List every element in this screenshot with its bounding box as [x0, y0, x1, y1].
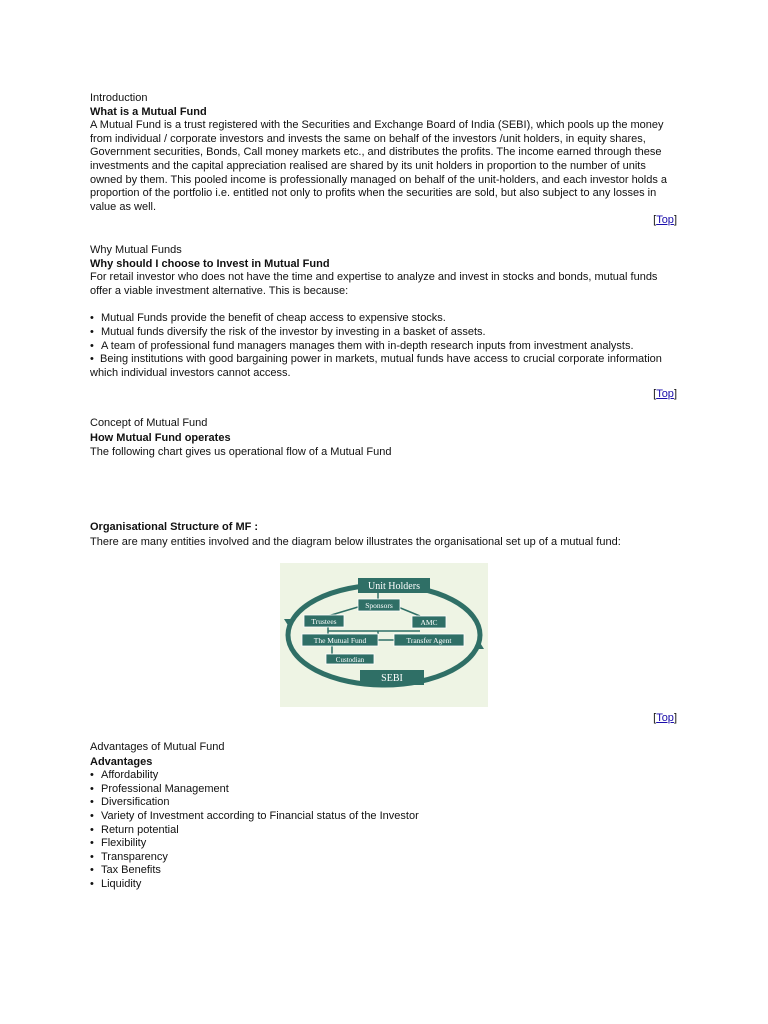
transfer-agent-box — [394, 634, 464, 646]
section-body: The following chart gives us operational flow of a Mutual Fund — [90, 446, 392, 459]
list-item-text: Diversification — [101, 796, 170, 809]
bracket: [ — [653, 712, 657, 724]
bullet-icon: • — [90, 769, 94, 782]
why-bullet-list — [90, 312, 678, 380]
top-link[interactable]: Top — [656, 214, 674, 226]
top-link-1 — [653, 214, 677, 228]
list-item — [90, 864, 678, 878]
list-item — [90, 353, 678, 380]
org-structure-svg — [280, 563, 488, 707]
advantages-bullet-list — [90, 769, 678, 891]
list-item-text: A team of professional fund managers manages them with in-depth research inputs from investment analysts. — [101, 339, 634, 352]
trustees-box — [304, 615, 344, 627]
list-item — [90, 312, 678, 326]
list-item — [90, 326, 678, 340]
section-category: Why Mutual Funds — [90, 244, 182, 256]
unit-holders-box — [358, 578, 430, 593]
list-item-text: Being institutions with good bargaining power in markets, mutual funds have access to crucial corporate information which individual investors cannot access. — [90, 353, 662, 379]
list-item-text: Transparency — [101, 850, 168, 863]
list-item — [90, 851, 678, 865]
svg-text:Trustees: Trustees — [311, 617, 337, 626]
section-body: There are many entities involved and the diagram below illustrates the organisational set up of a mutual fund: — [90, 535, 621, 548]
list-item-text: Mutual funds diversify the risk of the investor by investing in a basket of assets. — [101, 325, 486, 338]
section-heading: How Mutual Fund operates — [90, 431, 231, 444]
list-item — [90, 837, 678, 851]
list-item-text: Variety of Investment according to Financial status of the Investor — [101, 809, 419, 822]
section-category: Introduction — [90, 92, 148, 104]
list-item — [90, 769, 678, 783]
bullet-icon: • — [90, 353, 94, 366]
bullet-icon: • — [90, 837, 94, 850]
bullet-icon: • — [90, 339, 94, 352]
svg-text:Sponsors: Sponsors — [365, 601, 393, 610]
section-org-structure — [90, 521, 678, 549]
bracket: ] — [673, 214, 677, 226]
amc-box — [412, 616, 446, 628]
bracket: [ — [653, 388, 657, 400]
list-item-text: Flexibility — [101, 837, 147, 850]
section-category: Concept of Mutual Fund — [90, 417, 208, 429]
bracket: ] — [673, 388, 677, 400]
list-item-text: Professional Management — [101, 782, 229, 795]
bullet-icon: • — [90, 782, 94, 795]
svg-text:Custodian: Custodian — [335, 656, 365, 664]
mutual-fund-box — [302, 634, 378, 646]
bullet-icon: • — [90, 823, 94, 836]
top-link-2 — [653, 388, 677, 402]
list-item — [90, 824, 678, 838]
bullet-icon: • — [90, 864, 94, 877]
list-item-text: Tax Benefits — [101, 864, 161, 877]
list-item — [90, 796, 678, 810]
bracket: ] — [673, 712, 677, 724]
bullet-icon: • — [90, 796, 94, 809]
list-item — [90, 810, 678, 824]
section-body: A Mutual Fund is a trust registered with the Securities and Exchange Board of India (SEBI), which pools up the money from individual / corporate investors and invests the same on behalf of the investors /unit holders, in equity shares, Government securities, Bonds, Call money markets etc., and distributes the profits. The income earned through these investments and the capital appreciation realised are shared by its unit holders in proportion to the number of units owned by them. This pooled income is professionally managed on behalf of the unit-holders, and each investor holds a proportion of the portfolio i.e. entitled not only to profits when the securities are sold, but also subject to any losses in value as well. — [90, 119, 668, 213]
top-link[interactable]: Top — [656, 388, 674, 400]
sponsors-box — [358, 599, 400, 611]
section-heading: What is a Mutual Fund — [90, 105, 207, 118]
section-heading: Organisational Structure of MF : — [90, 521, 259, 533]
section-why — [90, 244, 678, 380]
list-item-text: Affordability — [101, 769, 159, 782]
section-category: Advantages of Mutual Fund — [90, 741, 225, 753]
section-introduction — [90, 92, 678, 214]
top-link[interactable]: Top — [656, 712, 674, 724]
section-heading: Advantages — [90, 755, 153, 768]
bullet-icon: • — [90, 850, 94, 863]
svg-text:Transfer Agent: Transfer Agent — [406, 636, 452, 645]
section-advantages — [90, 741, 678, 892]
list-item-text: Liquidity — [101, 877, 142, 890]
bullet-icon: • — [90, 809, 94, 822]
svg-text:Unit Holders: Unit Holders — [368, 581, 420, 592]
sebi-box — [360, 670, 424, 685]
section-body: For retail investor who does not have the time and expertise to analyze and invest in stocks and bonds, mutual funds offer a viable investment alternative. This is because: — [90, 271, 658, 297]
list-item — [90, 340, 678, 354]
svg-text:SEBI: SEBI — [381, 673, 403, 684]
list-item-text: Return potential — [101, 823, 179, 836]
list-item-text: Mutual Funds provide the benefit of cheap access to expensive stocks. — [101, 312, 446, 325]
bullet-icon: • — [90, 325, 94, 338]
custodian-box — [326, 654, 374, 664]
bullet-icon: • — [90, 877, 94, 890]
org-structure-diagram — [280, 563, 488, 707]
list-item — [90, 783, 678, 797]
section-heading: Why should I choose to Invest in Mutual Fund — [90, 257, 330, 270]
svg-text:The Mutual Fund: The Mutual Fund — [313, 636, 367, 645]
section-concept — [90, 417, 678, 460]
bullet-icon: • — [90, 312, 94, 325]
list-item — [90, 878, 678, 892]
bracket: [ — [653, 214, 657, 226]
top-link-3 — [653, 712, 677, 726]
svg-text:AMC: AMC — [420, 618, 438, 627]
